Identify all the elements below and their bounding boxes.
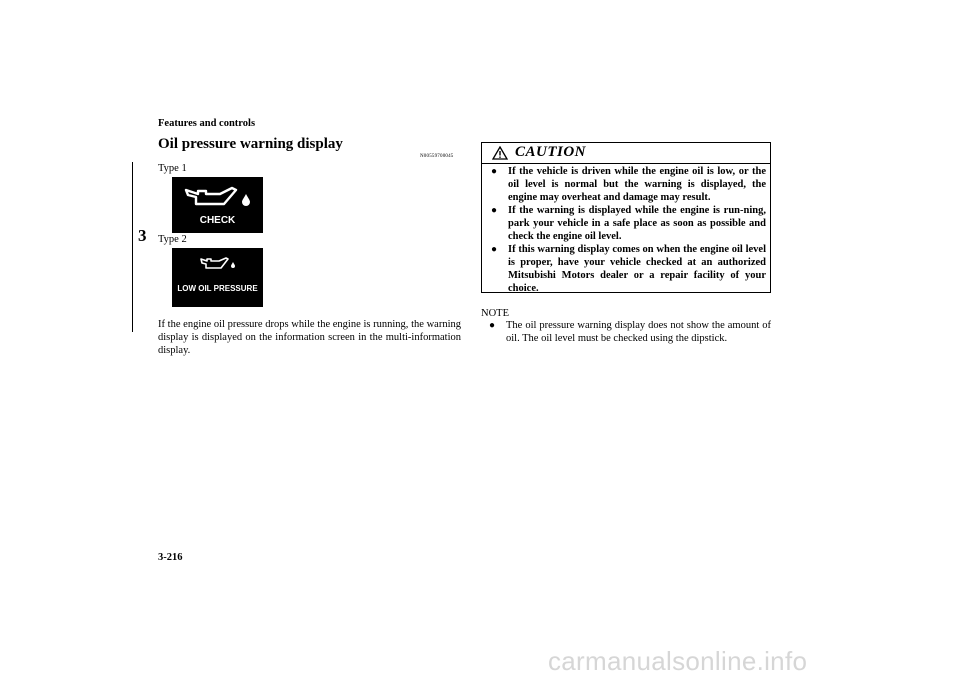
section-code: N00559700045 [420,154,454,159]
type1-label: Type 1 [158,163,187,174]
bullet-icon: ● [491,205,498,216]
note-item [485,319,771,345]
section-body: If the engine oil pressure drops while the engine is running, the warning display is displayed on the information screen in the multi-information display. [158,319,461,356]
caution-item-text: If the warning is displayed while the engine is run-ning, park your vehicle in a safe place as soon as possible and check the engine oil level. [508,205,766,242]
oil-can-icon [200,256,236,272]
page-number: 3-216 [158,552,183,563]
caution-header [482,143,770,164]
caution-item-text: If this warning display comes on when the engine oil level is proper, have your vehicle checked at an authorized Mitsubishi Motors dealer or a repair facility of your choice. [508,244,766,294]
caution-item [487,165,766,204]
section-title: Oil pressure warning display [158,136,343,152]
chapter-number: 3 [138,226,147,245]
type1-display-text: CHECK [199,215,236,226]
bullet-icon: ● [491,166,498,177]
type2-label: Type 2 [158,234,187,245]
watermark: carmanualsonline.info [548,646,808,676]
caution-item-text: If the vehicle is driven while the engine oil is low, or the oil level is normal but the warning is displayed, the engine may overheat and damage may result. [508,166,766,203]
type2-display-text: LOW OIL PRESSURE [177,284,258,293]
caution-list [487,165,766,295]
caution-box [481,142,771,293]
type2-warning-display [172,248,263,307]
bullet-icon: ● [489,320,496,331]
bullet-icon: ● [491,244,498,255]
caution-item [487,243,766,295]
note-text: The oil pressure warning display does not show the amount of oil. The oil level must be checked using the dipstick. [506,320,771,344]
chapter-tab-rule [132,162,133,332]
type1-warning-display [172,177,263,233]
caution-title: CAUTION [515,144,587,160]
caution-item [487,204,766,243]
oil-can-icon [184,184,254,210]
note-label: NOTE [481,308,509,319]
warning-triangle-icon [492,146,508,160]
running-header: Features and controls [158,118,256,129]
